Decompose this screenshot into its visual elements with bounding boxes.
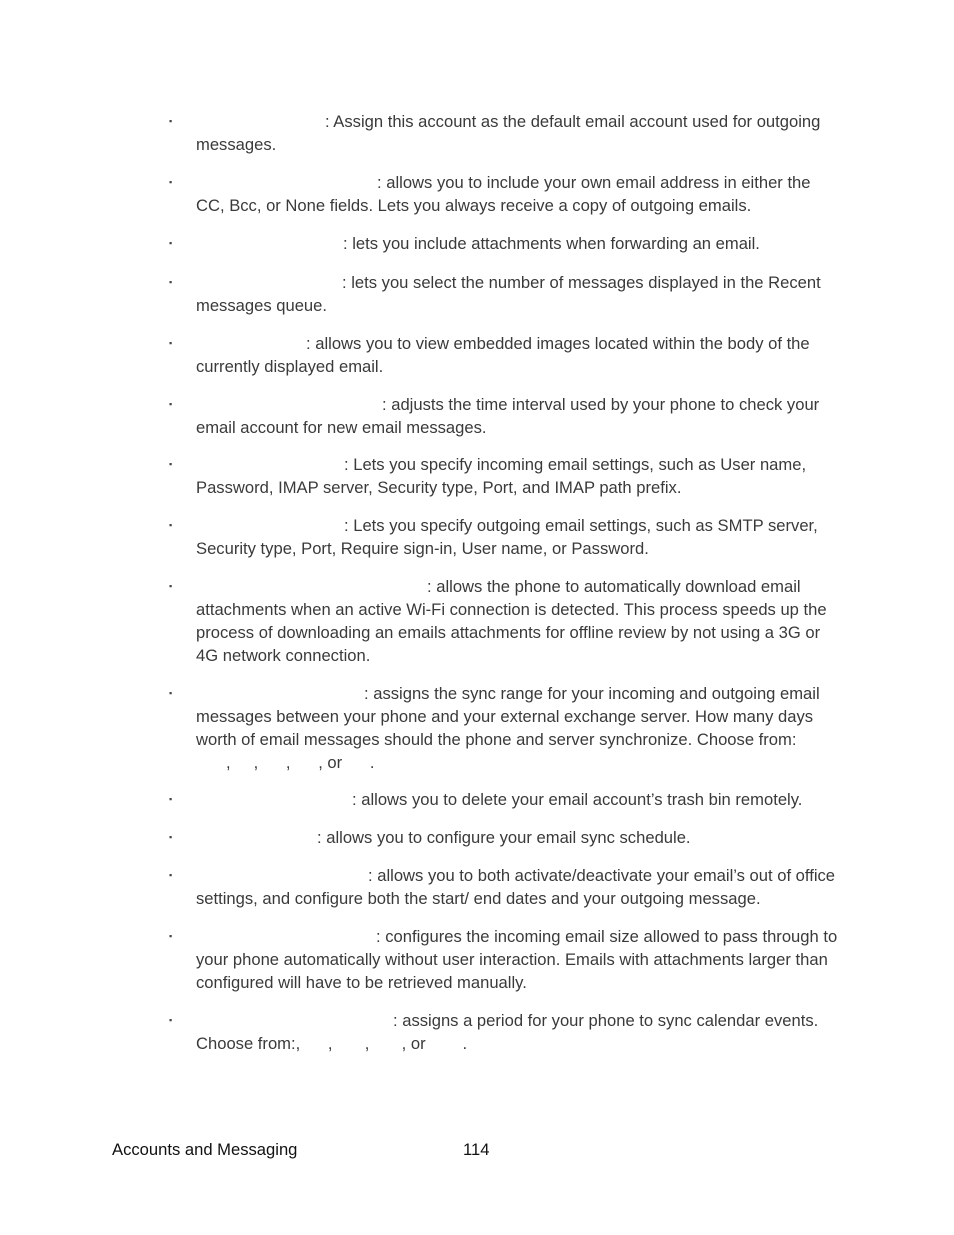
bullet-marker: ▪ [169,794,173,804]
list-item-text: : assigns a period for your phone to sync calendar events. Choose from: [196,1011,819,1053]
list-item-text: : Lets you specify incoming email settings, such as User name, Password, IMAP server, Security type, Port, and IMAP path prefix. [196,455,807,497]
list-item [169,925,838,994]
bullet-marker: ▪ [169,688,173,698]
bullet-marker: ▪ [169,581,173,591]
list-item-options: , , , , or . [226,753,375,772]
list-item-text: : assigns the sync range for your incoming and outgoing email messages between your phone and your external exchange server. How many days worth of email messages should the phone and server synchronize. Choose from: [196,684,820,749]
list-item [169,826,838,849]
bullet-marker: ▪ [169,399,173,409]
list-item [169,864,838,910]
list-item-options: , , , , or . [295,1034,468,1053]
bullet-marker: ▪ [169,116,173,126]
page-number: 114 [463,1140,490,1159]
bullet-marker: ▪ [169,832,173,842]
list-item-text: : lets you select the number of messages displayed in the Recent messages queue. [196,273,821,315]
list-item-text: : allows the phone to automatically download email attachments when an active Wi-Fi connection is detected. This process speeds up the process of downloading an emails attachments for offline review by not using a 3G or 4G network connection. [196,577,827,665]
bullet-marker: ▪ [169,177,173,187]
list-item [169,393,838,439]
bullet-marker: ▪ [169,931,173,941]
list-item [169,575,838,667]
list-item-text: : allows you to view embedded images located within the body of the currently displayed email. [196,334,810,376]
list-item [169,110,838,156]
list-item [169,171,838,217]
list-item [169,332,838,378]
list-item-text: : Lets you specify outgoing email settings, such as SMTP server, Security type, Port, Require sign-in, User name, or Password. [196,516,818,558]
list-item-text: : allows you to configure your email sync schedule. [317,828,691,847]
bullet-marker: ▪ [169,238,173,248]
list-item-text: : adjusts the time interval used by your phone to check your email account for new email messages. [196,395,820,437]
list-item-text: : configures the incoming email size allowed to pass through to your phone automatically without user interaction. Emails with attachments larger than configured will have to be retrieved manually. [196,927,838,992]
list-item [169,514,838,560]
bullet-marker: ▪ [169,1015,173,1025]
list-item [169,1009,838,1055]
list-item-text: : allows you to include your own email address in either the CC, Bcc, or None fields. Lets you always receive a copy of outgoing emails. [196,173,811,215]
list-item-text: : allows you to delete your email account’s trash bin remotely. [352,790,803,809]
list-item-text: : allows you to both activate/deactivate your email’s out of office settings, and configure both the start/ end dates and your outgoing message. [196,866,836,908]
bullet-marker: ▪ [169,870,173,880]
list-item [169,271,838,317]
bullet-marker: ▪ [169,459,173,469]
bullet-marker: ▪ [169,338,173,348]
bullet-marker: ▪ [169,277,173,287]
list-item-text: : lets you include attachments when forwarding an email. [343,234,760,253]
list-item-text: : Assign this account as the default email account used for outgoing messages. [196,112,821,154]
list-item [169,232,838,255]
footer-section-title: Accounts and Messaging [112,1140,298,1159]
bullet-marker: ▪ [169,520,173,530]
list-item [169,682,838,774]
list-item [169,453,838,499]
list-item [169,788,838,811]
